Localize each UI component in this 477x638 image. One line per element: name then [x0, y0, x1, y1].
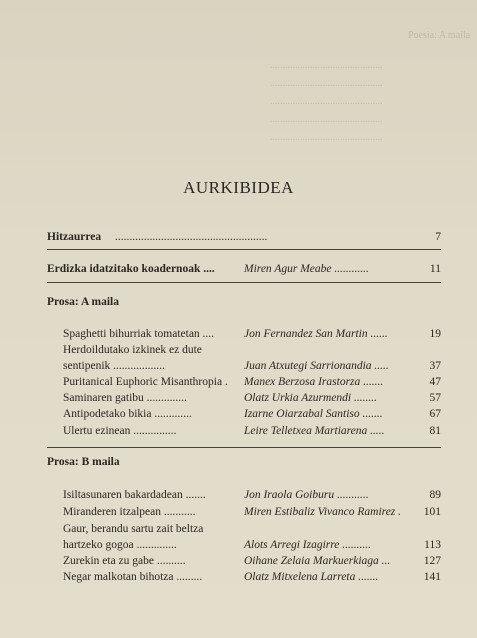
entry-author: Jon Fernandez San Martin ......	[244, 328, 388, 340]
entry-page: 11	[429, 263, 441, 275]
entry-title: Puritanical Euphoric Misanthropia .	[63, 376, 228, 388]
entry-page: 67	[429, 408, 441, 420]
entry-title: Zurekin eta zu gabe ..........	[63, 555, 186, 567]
bleed-through-text: .............................................	[270, 60, 383, 71]
entry-author: Izarne Oiarzabal Santiso .......	[244, 408, 383, 420]
entry-page: 89	[429, 489, 441, 501]
entry-title: Hitzaurrea	[47, 231, 102, 243]
entry-author: Alots Arregi Izagirre ..........	[244, 539, 372, 551]
entry-author: Manex Berzosa Irastorza .......	[244, 376, 384, 388]
entry-title: Ulertu ezinean ...............	[63, 425, 177, 437]
leader-dots: .....................................................	[115, 231, 268, 243]
entry-author: Leire Telletxea Martiarena .....	[244, 425, 385, 437]
section-heading: Prosa: B maila	[47, 456, 120, 468]
entry-title: sentipenik ..................	[63, 360, 165, 372]
entry-page: 19	[429, 328, 441, 340]
entry-title: Saminaren gatibu ..............	[63, 392, 187, 404]
bleed-through-text: .............................................	[270, 114, 383, 125]
bleed-through-text: .............................................	[270, 96, 383, 107]
bleed-through-text: Poesia: A maila	[408, 30, 471, 41]
entry-author: Olatz Mitxelena Larreta .......	[244, 571, 379, 583]
entry-page: 7	[435, 231, 441, 243]
entry-page: 81	[429, 425, 441, 437]
bleed-through-text: .............................................	[270, 78, 383, 89]
entry-author: Miren Agur Meabe ............	[244, 263, 369, 275]
entry-title: Gaur, berandu sartu zait beltza	[63, 523, 204, 535]
divider	[47, 249, 441, 250]
entry-page: 57	[429, 392, 441, 404]
entry-author: Olatz Urkia Azurmendi ........	[244, 392, 377, 404]
entry-page: 141	[423, 571, 441, 583]
divider	[47, 282, 441, 283]
entry-author: Jon Iraola Goiburu ...........	[244, 489, 369, 501]
entry-page: 113	[424, 539, 441, 551]
divider	[47, 447, 441, 448]
entry-title: Miranderen itzalpean ...........	[63, 506, 196, 518]
entry-title: hartzeko gogoa ..............	[63, 539, 177, 551]
entry-page: 47	[429, 376, 441, 388]
entry-page: 37	[429, 360, 441, 372]
entry-title: Isiltasunaren bakardadean .......	[63, 489, 206, 501]
entry-page: 101	[423, 506, 441, 518]
entry-title: Herdoildutako izkinek ez dute	[63, 344, 202, 356]
entry-title: Erdizka idatzitako koadernoak ....	[47, 263, 215, 275]
entry-author: Miren Estibaliz Vivanco Ramirez .	[244, 506, 402, 518]
entry-title: Spaghetti bihurriak tomatetan ....	[63, 328, 215, 340]
page-title: AURKIBIDEA	[183, 178, 294, 197]
bleed-through-text: .............................................	[270, 132, 383, 143]
entry-title: Negar malkotan bihotza .........	[63, 571, 203, 583]
entry-author: Oihane Zelaia Markuerkiaga ...	[244, 555, 391, 567]
entry-page: 127	[423, 555, 441, 567]
entry-title: Antipodetako bikia .............	[63, 408, 192, 420]
entry-author: Juan Atxutegi Sarrionandia .....	[244, 360, 389, 372]
section-heading: Prosa: A maila	[47, 296, 119, 308]
